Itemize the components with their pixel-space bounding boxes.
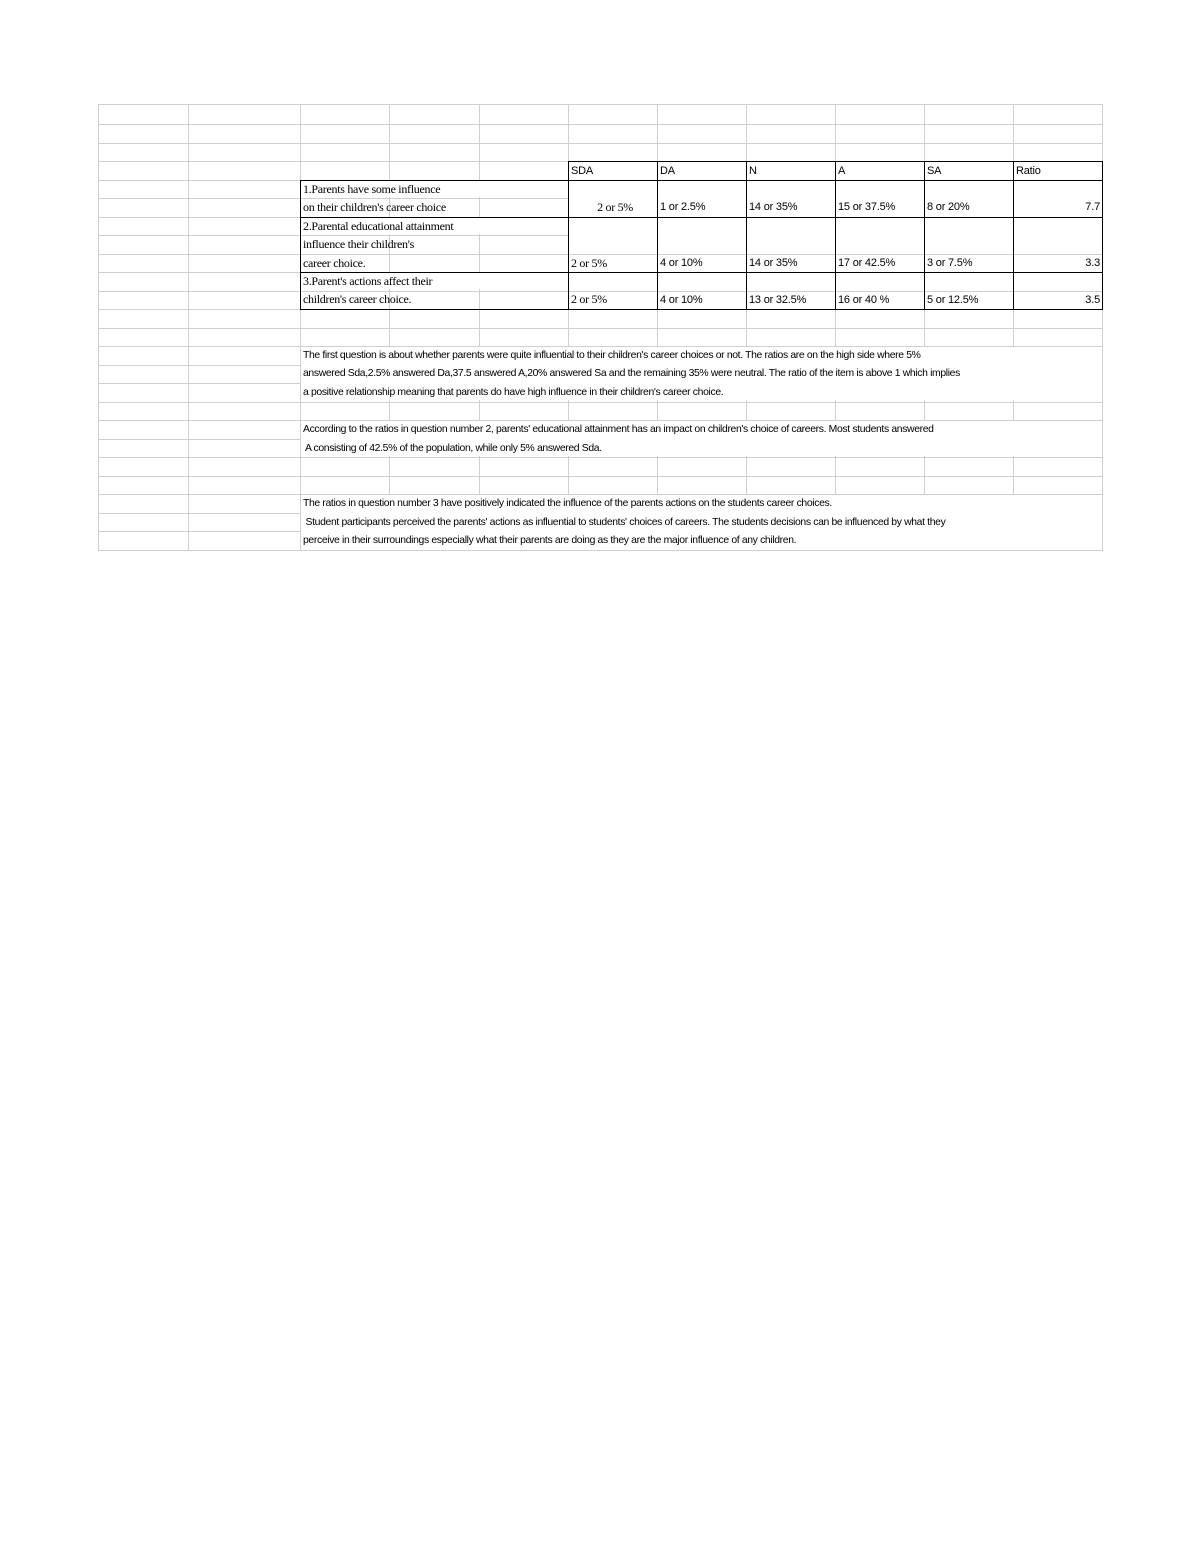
table-border [300, 180, 301, 310]
grid-row-line [99, 124, 1103, 125]
row-3-sda-value: 2 or 5% [571, 292, 607, 306]
row-3-ratio-value: 3.5 [1085, 294, 1100, 306]
row-3-n-value: 13 or 32.5% [749, 294, 807, 306]
analysis-paragraph-3-line-3: perceive in their surroundings especially what their parents are doing as they are the major influence of any children. [303, 535, 797, 546]
column-header-n: N [749, 165, 757, 177]
row-1-sa-value: 8 or 20% [927, 201, 970, 213]
question-1-line-2: on their children's career choice [303, 200, 446, 214]
table-border [1013, 161, 1014, 310]
table-border [835, 161, 836, 310]
column-header-a: A [838, 165, 846, 177]
row-1-ratio-value: 7.7 [1085, 201, 1100, 213]
analysis-paragraph-2-line-1: According to the ratios in question number 2, parents' educational attainment has an impact on children's choice of careers. Most students answered [303, 424, 934, 435]
analysis-paragraph-3-line-1: The ratios in question number 3 have positively indicated the influence of the parents actions on the students career choices. [303, 498, 832, 509]
question-2-line-1: 2.Parental educational attainment [303, 219, 454, 233]
row-3-a-value: 16 or 40 % [838, 294, 890, 306]
question-2-line-3: career choice. [303, 256, 366, 270]
grid-row-line [99, 476, 1103, 477]
analysis-paragraph-1-line-1: The first question is about whether parents were quite influential to their children's career choices or not. The ratios are on the high side where 5% [303, 350, 921, 361]
question-3-line-2: children's career choice. [303, 292, 412, 306]
analysis-paragraph-2-line-2: A consisting of 42.5% of the population, while only 5% answered Sda. [303, 443, 602, 454]
spreadsheet-grid [98, 104, 1103, 551]
table-border [657, 161, 658, 310]
grid-row-line [99, 457, 1103, 458]
row-2-a-value: 17 or 42.5% [838, 257, 896, 269]
table-border [1102, 161, 1103, 310]
column-header-sda: SDA [571, 165, 594, 177]
row-2-n-value: 14 or 35% [749, 257, 798, 269]
analysis-paragraph-1-line-2: answered Sda,2.5% answered Da,37.5 answered A,20% answered Sa and the remaining 35% were neutral. The ratio of the item is above 1 which implies [303, 368, 960, 379]
row-2-ratio-value: 3.3 [1085, 257, 1100, 269]
grid-row-line [99, 402, 1103, 403]
analysis-paragraph-1-line-3: a positive relationship meaning that parents do have high influence in their children's career choice. [303, 387, 724, 398]
analysis-paragraph-3-line-2: Student participants perceived the parents' actions as influential to students' choices of careers. The students decisions can be influenced by what they [303, 517, 946, 528]
row-2-da-value: 4 or 10% [660, 257, 703, 269]
question-3-line-1: 3.Parent's actions affect their [303, 274, 433, 288]
table-border [300, 309, 1103, 310]
grid-row-line [99, 143, 1103, 144]
row-3-sa-value: 5 or 12.5% [927, 294, 979, 306]
row-2-sda-value: 2 or 5% [571, 256, 607, 270]
column-header-sa: SA [927, 165, 942, 177]
row-1-sda-value: 2 or 5% [597, 200, 633, 214]
question-1-line-1: 1.Parents have some influence [303, 182, 441, 196]
table-border [924, 161, 925, 310]
question-2-line-2: influence their children's [303, 237, 414, 251]
row-3-da-value: 4 or 10% [660, 294, 703, 306]
grid-row-line [99, 550, 1103, 551]
row-2-sa-value: 3 or 7.5% [927, 257, 973, 269]
table-border [568, 161, 569, 310]
row-1-a-value: 15 or 37.5% [838, 201, 896, 213]
table-border [746, 161, 747, 310]
column-header-ratio: Ratio [1016, 165, 1041, 177]
row-1-n-value: 14 or 35% [749, 201, 798, 213]
grid-row-line [99, 328, 1103, 329]
row-1-da-value: 1 or 2.5% [660, 201, 706, 213]
column-header-da: DA [660, 165, 675, 177]
